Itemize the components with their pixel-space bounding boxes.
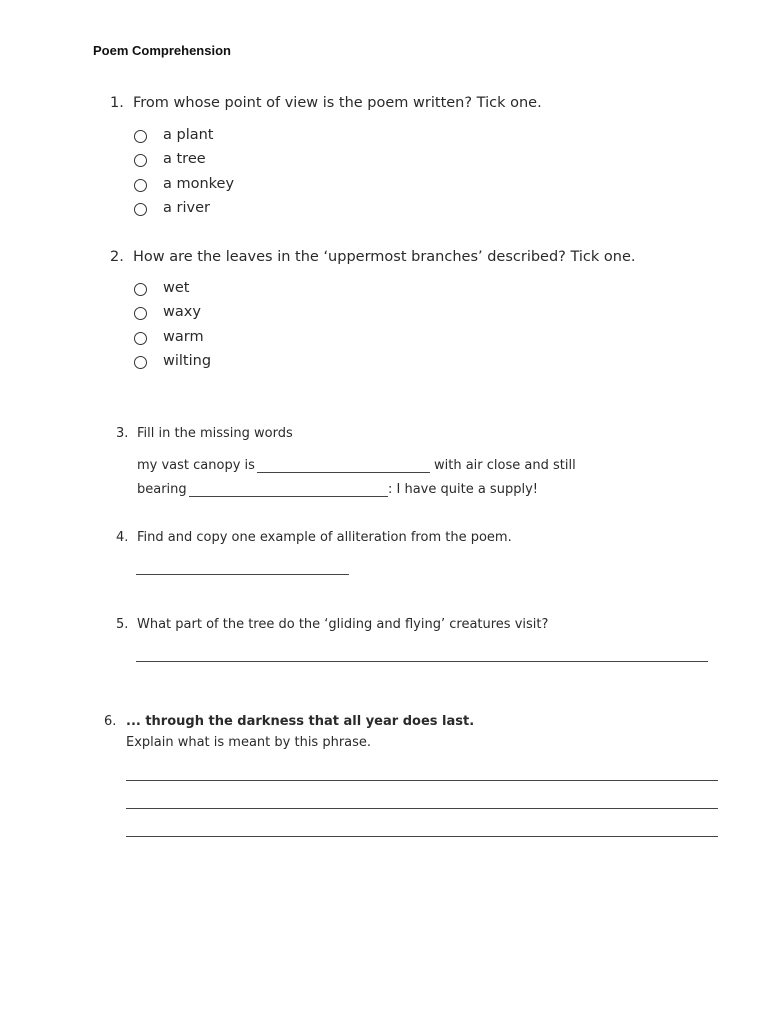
option-label: a monkey <box>163 176 235 192</box>
fill-text-before: bearing <box>137 482 187 497</box>
option-label: waxy <box>163 304 201 320</box>
question-text: Explain what is meant by this phrase. <box>126 735 372 750</box>
question-text: Find and copy one example of alliteration from the poem. <box>137 530 512 545</box>
radio-button[interactable] <box>134 332 147 345</box>
fill-text-after: with air close and still <box>434 458 576 473</box>
question-number: 2. <box>110 249 124 265</box>
fill-text-after: : I have quite a supply! <box>388 482 538 497</box>
question-number: 5. <box>116 617 129 632</box>
page-title: Poem Comprehension <box>93 43 231 58</box>
radio-button[interactable] <box>134 130 147 143</box>
radio-button[interactable] <box>134 179 147 192</box>
option-label: wet <box>163 280 190 296</box>
option-label: a tree <box>163 151 206 167</box>
question-number: 6. <box>104 714 117 729</box>
option-label: a plant <box>163 127 214 143</box>
radio-button[interactable] <box>134 203 147 216</box>
answer-line[interactable] <box>126 780 718 781</box>
radio-button[interactable] <box>134 356 147 369</box>
answer-blank[interactable] <box>257 472 430 473</box>
question-text: How are the leaves in the ‘uppermost branches’ described? Tick one. <box>133 249 636 265</box>
question-number: 1. <box>110 95 124 111</box>
answer-line[interactable] <box>126 836 718 837</box>
fill-text-before: my vast canopy is <box>137 458 255 473</box>
answer-line[interactable] <box>136 661 708 662</box>
option-label: a river <box>163 200 210 216</box>
question-text: Fill in the missing words <box>137 426 293 441</box>
question-text: From whose point of view is the poem written? Tick one. <box>133 95 542 111</box>
radio-button[interactable] <box>134 154 147 167</box>
answer-line[interactable] <box>136 574 349 575</box>
question-text: What part of the tree do the ‘gliding and flying’ creatures visit? <box>137 617 549 632</box>
option-label: wilting <box>163 353 212 369</box>
question-number: 3. <box>116 426 129 441</box>
radio-button[interactable] <box>134 307 147 320</box>
question-number: 4. <box>116 530 129 545</box>
radio-button[interactable] <box>134 283 147 296</box>
answer-blank[interactable] <box>189 496 388 497</box>
answer-line[interactable] <box>126 808 718 809</box>
option-label: warm <box>163 329 204 345</box>
quoted-phrase: ... through the darkness that all year does last. <box>126 714 475 729</box>
